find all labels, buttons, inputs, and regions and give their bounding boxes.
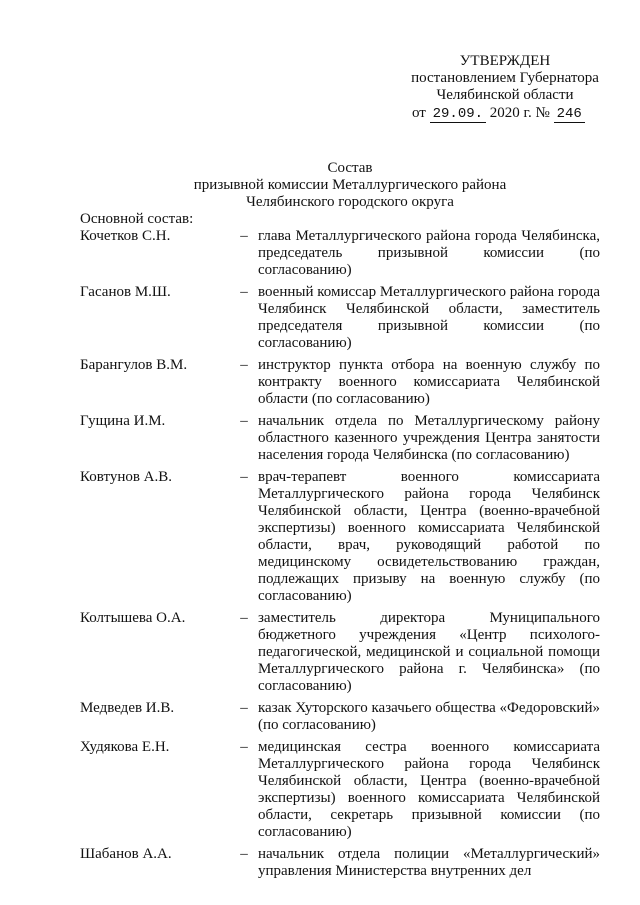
list-item xyxy=(80,700,600,734)
approval-date-line xyxy=(400,105,610,123)
member-position: казак Хуторского казачьего общества «Федоровский» (по согласованию) xyxy=(258,700,600,733)
member-name: Гущина И.М. xyxy=(80,413,166,429)
member-name: Медведев И.В. xyxy=(80,700,175,716)
approval-region: Челябинской области xyxy=(436,87,574,103)
approval-date: 29.09. xyxy=(430,106,486,123)
member-name: Колтышева О.А. xyxy=(80,610,186,626)
member-name: Ковтунов А.В. xyxy=(80,469,173,485)
member-name: Шабанов А.А. xyxy=(80,846,172,862)
document-title xyxy=(100,160,600,211)
dash: – xyxy=(240,739,248,755)
dash: – xyxy=(240,284,248,300)
member-position: глава Металлургического района города Челябинска, председатель призывной комиссии (по согласованию) xyxy=(258,228,600,278)
list-item xyxy=(80,413,600,464)
dash: – xyxy=(240,469,248,485)
member-name: Кочетков С.Н. xyxy=(80,228,171,244)
member-position: начальник отдела по Металлургическому району областного казенного учреждения Центра занятости населения города Челябинска (по согласованию) xyxy=(258,413,600,463)
dash: – xyxy=(240,413,248,429)
dash: – xyxy=(240,357,248,373)
approval-stamp xyxy=(400,53,610,123)
title-line-1: Состав xyxy=(327,160,373,176)
member-position: военный комиссар Металлургического района города Челябинск Челябинской области, заместитель председателя призывной комиссии (по согласованию) xyxy=(258,284,600,351)
list-item xyxy=(80,469,600,605)
member-name: Гасанов М.Ш. xyxy=(80,284,171,300)
dash: – xyxy=(240,846,248,862)
title-line-3: Челябинского городского округа xyxy=(246,194,454,210)
approval-heading: УТВЕРЖДЕН xyxy=(459,53,551,69)
section-label: Основной состав: xyxy=(80,211,194,227)
title-line-2: призывной комиссии Металлургического района xyxy=(193,177,507,193)
approval-number: 246 xyxy=(554,106,585,123)
list-item xyxy=(80,228,600,279)
member-name: Барангулов В.М. xyxy=(80,357,188,373)
member-name: Худякова Е.Н. xyxy=(80,739,170,755)
list-item xyxy=(80,610,600,695)
member-position: начальник отдела полиции «Металлургический» управления Министерства внутренних дел xyxy=(258,846,600,879)
list-item xyxy=(80,357,600,408)
dash: – xyxy=(240,610,248,626)
approval-authority: постановлением Губернатора xyxy=(411,70,599,86)
approval-prefix: от xyxy=(412,105,426,121)
member-position: медицинская сестра военного комиссариата Металлургического района города Челябинск Челябинской области, Центра (военно-врачебной экспертизы) военного комиссариата Челябинской области, секретарь призывной комиссии (по согласованию) xyxy=(258,739,600,840)
list-item xyxy=(80,846,600,880)
list-item xyxy=(80,284,600,352)
members-list xyxy=(80,228,600,885)
approval-year: 2020 г. № xyxy=(489,105,550,121)
member-position: инструктор пункта отбора на военную службу по контракту военного комиссариата Челябинской области (по согласованию) xyxy=(258,357,600,407)
member-position: заместитель директора Муниципального бюджетного учреждения «Центр психолого-педагогической, медицинской и социальной помощи Металлургического района г. Челябинска» (по согласованию) xyxy=(258,610,600,694)
dash: – xyxy=(240,228,248,244)
list-item xyxy=(80,739,600,841)
dash: – xyxy=(240,700,248,716)
member-position: врач-терапевт военного комиссариата Металлургического района города Челябинск Челябинской области, Центра (военно-врачебной экспертизы) военного комиссариата Челябинской области, врач, руководящий работой по медицинскому освидетельствованию граждан, подлежащих призыву на военную службу (по согласованию) xyxy=(258,469,600,604)
